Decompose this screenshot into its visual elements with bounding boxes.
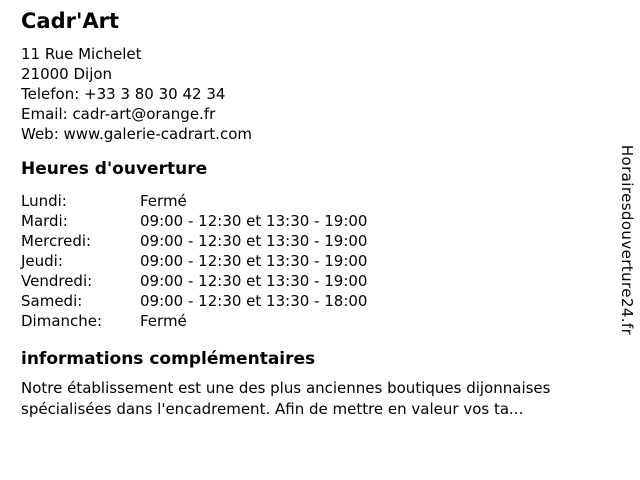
address-street: 11 Rue Michelet xyxy=(21,45,142,63)
address-city: 21000 Dijon xyxy=(21,65,113,83)
day-times: 09:00 - 12:30 et 13:30 - 18:00 xyxy=(140,292,368,310)
additional-info-heading: informations complémentaires xyxy=(21,349,316,369)
additional-info-text: Notre établissement est une des plus anciennes boutiques dijonnaises spécialisées dans l'encadrement. Afin de mettre en valeur vos ta... xyxy=(21,379,551,418)
day-label: Samedi: xyxy=(21,292,83,310)
day-times: 09:00 - 12:30 et 13:30 - 19:00 xyxy=(140,212,368,230)
day-label: Dimanche: xyxy=(21,312,103,330)
contact-block xyxy=(21,44,606,144)
day-times: 09:00 - 12:30 et 13:30 - 19:00 xyxy=(140,232,368,250)
day-label: Lundi: xyxy=(21,192,67,210)
hours-row-monday xyxy=(21,191,606,211)
day-times: 09:00 - 12:30 et 13:30 - 19:00 xyxy=(140,252,368,270)
opening-hours-table xyxy=(21,191,606,331)
day-label: Vendredi: xyxy=(21,272,93,290)
hours-row-tuesday xyxy=(21,211,606,231)
hours-row-friday xyxy=(21,271,606,291)
day-label: Mercredi: xyxy=(21,232,92,250)
hours-row-wednesday xyxy=(21,231,606,251)
opening-hours-heading: Heures d'ouverture xyxy=(21,159,208,179)
email-line: Email: cadr-art@orange.fr xyxy=(21,105,216,123)
hours-row-saturday xyxy=(21,291,606,311)
day-times: 09:00 - 12:30 et 13:30 - 19:00 xyxy=(140,272,368,290)
hours-row-thursday xyxy=(21,251,606,271)
website-line: Web: www.galerie-cadrart.com xyxy=(21,125,252,143)
day-label: Jeudi: xyxy=(21,252,63,270)
watermark-vertical-text: Horairesdouverture24.fr xyxy=(618,144,636,336)
day-times: Fermé xyxy=(140,192,187,210)
business-name: Cadr'Art xyxy=(21,9,120,33)
hours-row-sunday xyxy=(21,311,606,331)
day-label: Mardi: xyxy=(21,212,68,230)
phone-line: Telefon: +33 3 80 30 42 34 xyxy=(21,85,226,103)
day-times: Fermé xyxy=(140,312,187,330)
